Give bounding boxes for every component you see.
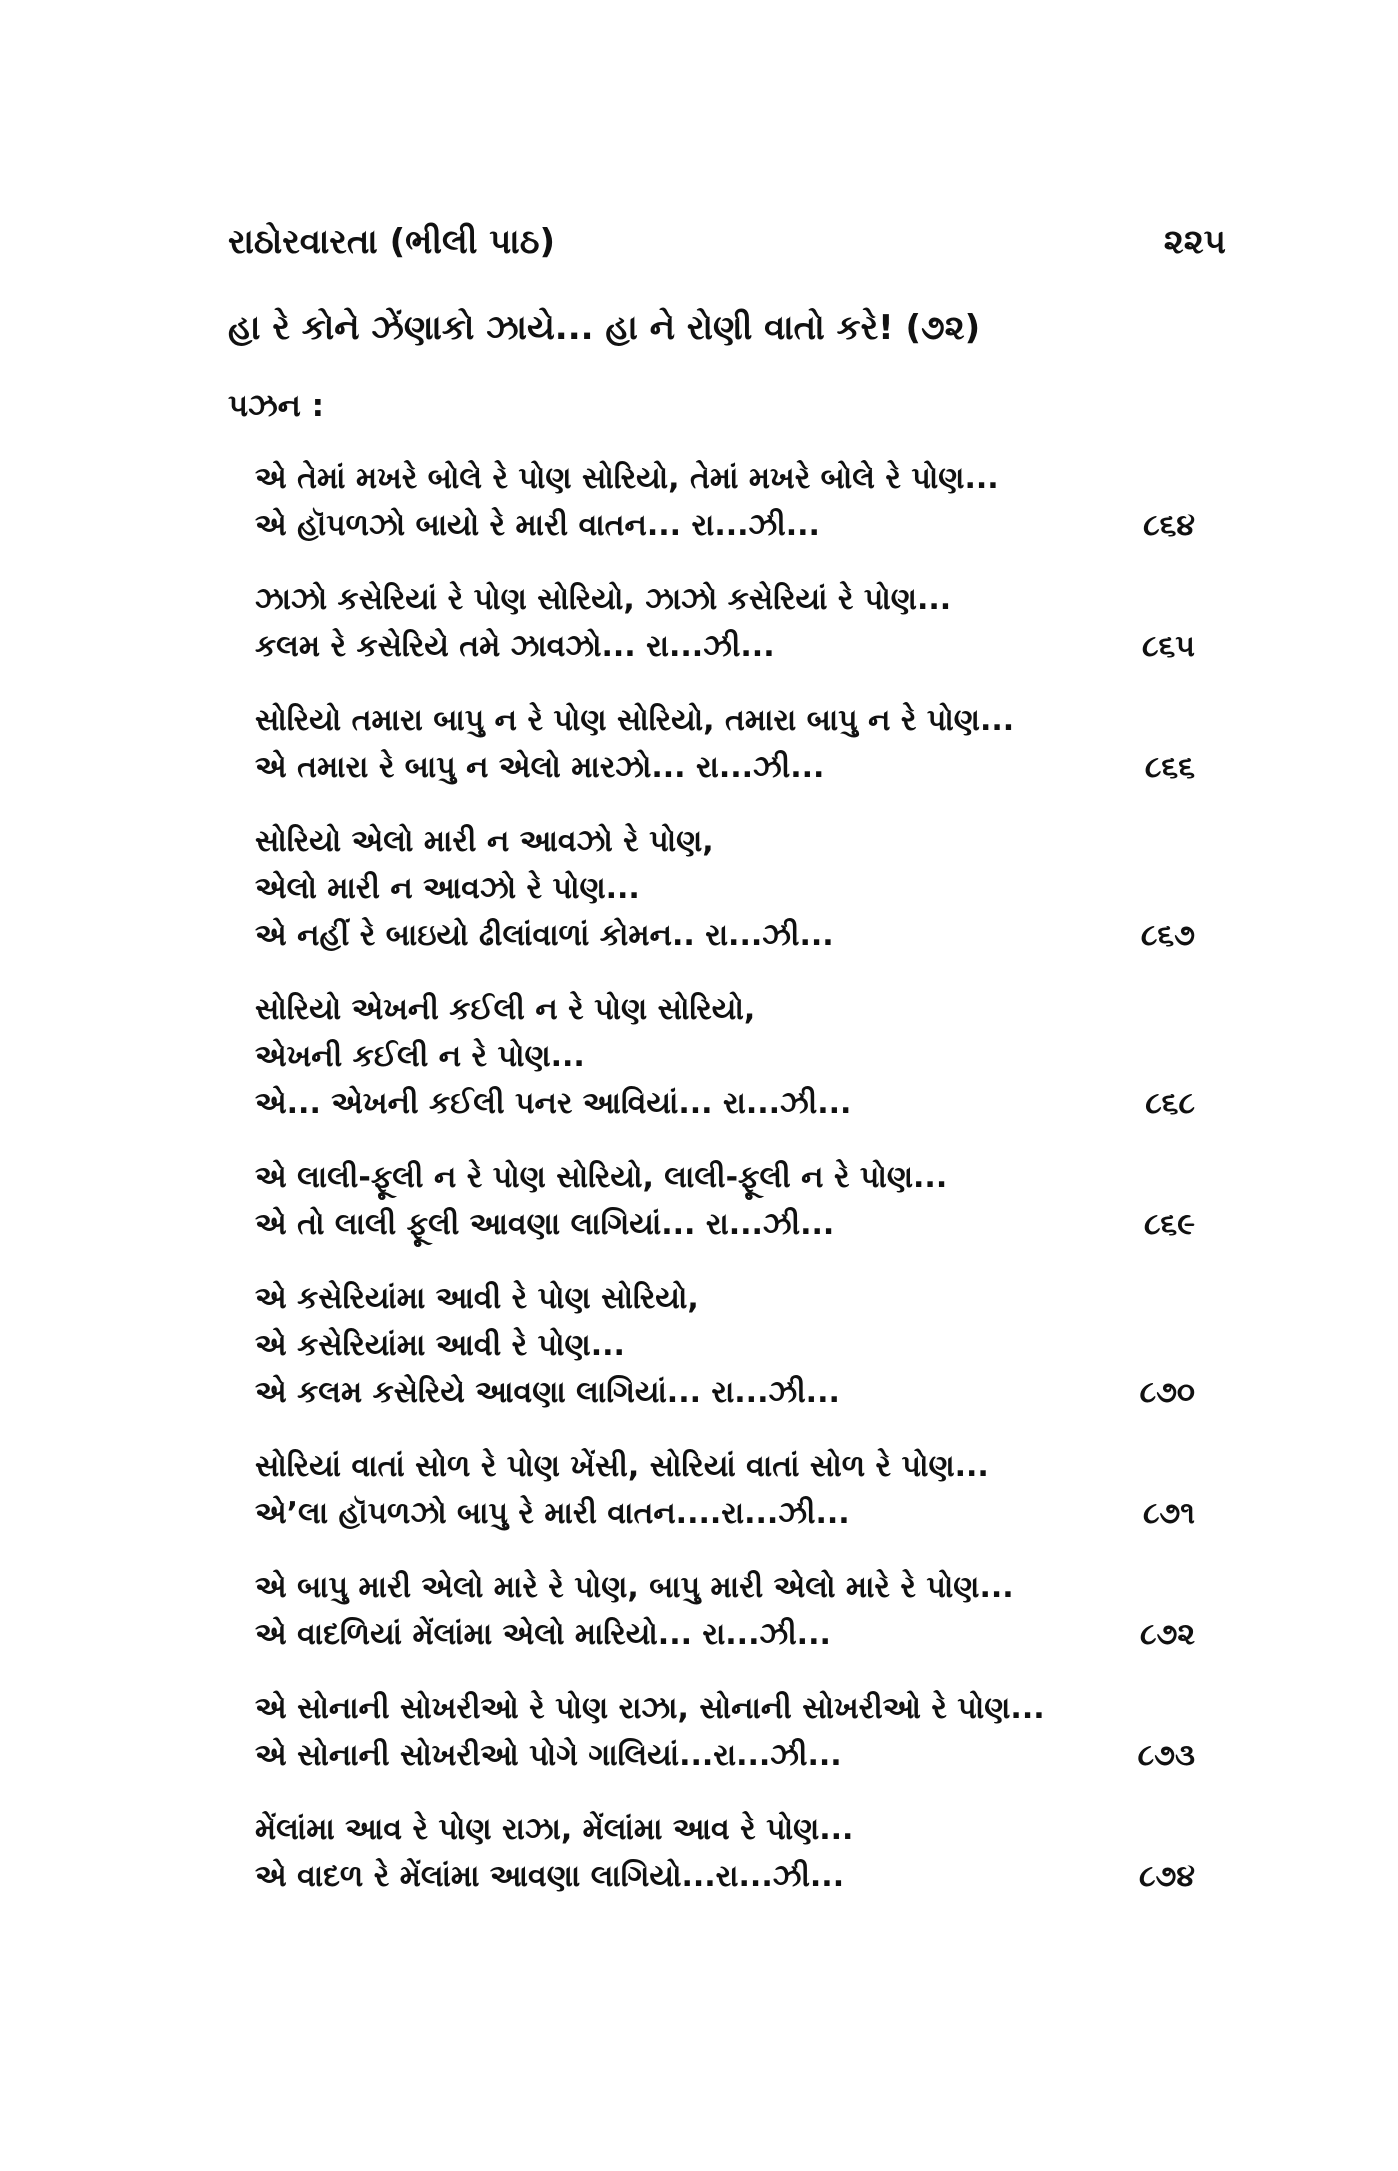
stanza xyxy=(255,455,1195,549)
verse-line: એ બાપુ મારી એલો મારે રે પોણ, બાપુ મારી એલો મારે રે પોણ... xyxy=(255,1570,1014,1605)
verse-line: સોરિયો તમારા બાપુ ન રે પોણ સોરિયો, તમારા બાપુ ન રે પોણ... xyxy=(255,703,1015,738)
verse-line: એ સોનાની સોખરીઓ પોગે ગાલિયાં...રા...ઝી... xyxy=(255,1738,842,1773)
stanza xyxy=(255,1685,1195,1779)
stanza xyxy=(255,697,1195,791)
verse-line: સોરિયો એખની કઈલી ન રે પોણ સોરિયો, xyxy=(255,992,756,1027)
verse-line: એ વાદળ રે મેંલાંમા આવણા લાગિયો...રા...ઝી... xyxy=(255,1859,845,1894)
verse-line: એલો મારી ન આવઝો રે પોણ... xyxy=(255,871,640,906)
verse-number: ૮૬૯ xyxy=(1143,1207,1195,1242)
stanza xyxy=(255,986,1195,1127)
stanza xyxy=(255,576,1195,670)
verse-line: એ તો લાલી ફૂલી આવણા લાગિયાં... રા...ઝી... xyxy=(255,1207,835,1242)
stanza xyxy=(255,818,1195,959)
verse-number: ૮૬૫ xyxy=(1141,629,1195,664)
stanza xyxy=(255,1154,1195,1248)
verse-number: ૮૭૨ xyxy=(1140,1617,1195,1652)
verse-line: એખની કઈલી ન રે પોણ... xyxy=(255,1039,585,1074)
verse-number: ૮૬૬ xyxy=(1144,750,1195,785)
verse-number: ૮૭૩ xyxy=(1137,1738,1195,1773)
page-number: ૨૨૫ xyxy=(1163,222,1226,262)
verse-number: ૮૭૪ xyxy=(1139,1859,1195,1894)
verse-line: એ તમારા રે બાપુ ન એલો મારઝો... રા...ઝી... xyxy=(255,750,825,785)
verse-line: એ’લા હૉપળઝો બાપુ રે મારી વાતન....રા...ઝી... xyxy=(255,1496,850,1531)
verse-number: ૮૭૧ xyxy=(1142,1496,1195,1531)
verse-line: ઝાઝો કસેરિયાં રે પોણ સોરિયો, ઝાઝો કસેરિયાં રે પોણ... xyxy=(255,582,952,617)
verse-line: એ કસેરિયાંમા આવી રે પોણ સોરિયો, xyxy=(255,1281,699,1316)
verse-line: એ તેમાં મખરે બોલે રે પોણ સોરિયો, તેમાં મખરે બોલે રે પોણ... xyxy=(255,461,999,496)
verse-line: એ... એખની કઈલી પનર આવિયાં... રા...ઝી... xyxy=(255,1086,852,1121)
verse-line: સોરિયો એલો મારી ન આવઝો રે પોણ, xyxy=(255,824,714,859)
verse-line: મેંલાંમા આવ રે પોણ રાઝા, મેંલાંમા આવ રે પોણ... xyxy=(255,1812,854,1847)
running-title: રાઠોરવારતા (ભીલી પાઠ) xyxy=(228,222,556,262)
verse-line: સોરિયાં વાતાં સોળ રે પોણ ખેંસી, સોરિયાં વાતાં સોળ રે પોણ... xyxy=(255,1449,989,1484)
section-label: પઝન : xyxy=(228,388,324,424)
verse-number: ૮૬૭ xyxy=(1140,918,1195,953)
stanza xyxy=(255,1275,1195,1416)
verse-line: એ હૉપળઝો બાયો રે મારી વાતન... રા...ઝી... xyxy=(255,508,820,543)
verse-line: એ કલમ કસેરિયે આવણા લાગિયાં... રા...ઝી... xyxy=(255,1375,840,1410)
stanza xyxy=(255,1443,1195,1537)
verse-line: એ કસેરિયાંમા આવી રે પોણ... xyxy=(255,1328,625,1363)
stanza xyxy=(255,1806,1195,1900)
verse-number: ૮૬૮ xyxy=(1145,1086,1195,1121)
verse-line: કલમ રે કસેરિયે તમે ઝાવઝો... રા...ઝી... xyxy=(255,629,775,664)
intro-line: હા રે કોને ઝેંણાકો ઝાયે... હા ને રોણી વાતો કરે! (૭૨) xyxy=(228,308,981,348)
page-header xyxy=(228,222,1226,272)
stanza xyxy=(255,1564,1195,1658)
verse-line: એ નહીં રે બાઇયો ઢીલાંવાળાં કોમન.. રા...ઝી... xyxy=(255,918,834,953)
verse-body xyxy=(255,455,1195,1927)
verse-line: એ લાલી-ફૂલી ન રે પોણ સોરિયો, લાલી-ફૂલી ન રે પોણ... xyxy=(255,1160,948,1195)
verse-line: એ સોનાની સોખરીઓ રે પોણ રાઝા, સોનાની સોખરીઓ રે પોણ... xyxy=(255,1691,1045,1726)
verse-number: ૮૭૦ xyxy=(1139,1375,1195,1410)
verse-line: એ વાદળિયાં મેંલાંમા એલો મારિયો... રા...ઝી... xyxy=(255,1617,831,1652)
verse-number: ૮૬૪ xyxy=(1143,508,1195,543)
